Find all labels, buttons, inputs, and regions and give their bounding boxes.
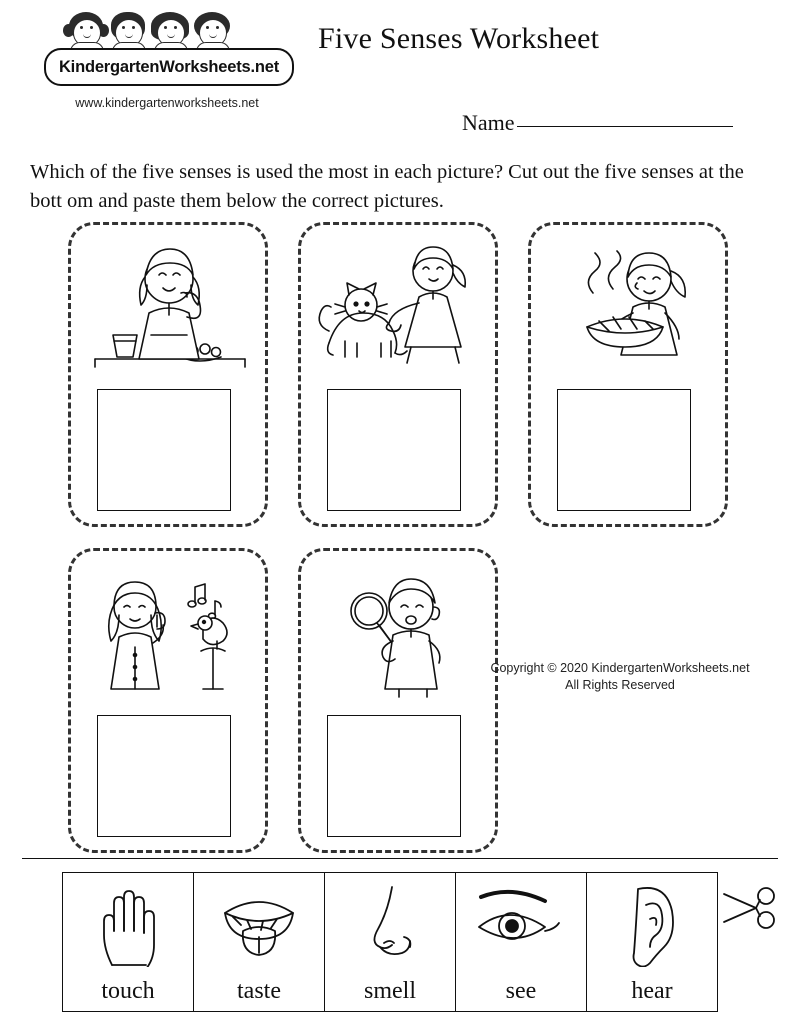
cutout-strip: [62, 872, 718, 1012]
eye-icon: [456, 881, 586, 967]
copyright-line-1: Copyright © 2020 KindergartenWorksheets.net: [490, 661, 750, 675]
picture-5-illustration: [307, 557, 493, 709]
page-header: [0, 0, 800, 150]
picture-card-5: [298, 548, 498, 853]
answer-box-4[interactable]: [97, 715, 231, 837]
cutout-hear-label: hear: [631, 978, 673, 1004]
site-logo[interactable]: [44, 8, 304, 110]
answer-box-2[interactable]: [327, 389, 461, 511]
cutout-touch-label: touch: [101, 978, 155, 1004]
logo-banner: [44, 48, 294, 86]
instructions-text: Which of the five senses is used the most in each picture? Cut out the five senses at the bott om and paste them below the correct pictures.: [30, 161, 744, 212]
name-label: Name: [462, 110, 515, 135]
cut-line: [22, 858, 778, 859]
picture-2-illustration: [307, 231, 493, 383]
name-input-line[interactable]: [517, 125, 733, 127]
answer-box-1[interactable]: [97, 389, 231, 511]
cutout-see[interactable]: [456, 873, 587, 1011]
nose-icon: [325, 881, 455, 967]
mouth-tongue-icon: [194, 881, 324, 967]
picture-1-illustration: [77, 231, 263, 383]
copyright-line-2: All Rights Reserved: [565, 678, 675, 692]
picture-card-1: [68, 222, 268, 527]
picture-card-2: [298, 222, 498, 527]
cutout-hear[interactable]: [587, 873, 717, 1011]
answer-box-3[interactable]: [557, 389, 691, 511]
cutout-smell-label: smell: [364, 978, 416, 1004]
picture-4-illustration: [77, 557, 263, 709]
cutout-see-label: see: [505, 978, 537, 1004]
cutout-touch[interactable]: [63, 873, 194, 1011]
name-field: [462, 110, 733, 136]
answer-box-5[interactable]: [327, 715, 461, 837]
cutout-taste[interactable]: [194, 873, 325, 1011]
page-title: Five Senses Worksheet: [318, 22, 600, 55]
picture-card-3: [528, 222, 728, 527]
picture-card-4: [68, 548, 268, 853]
cutout-taste-label: taste: [237, 978, 281, 1004]
picture-3-illustration: [537, 231, 723, 383]
cutout-smell[interactable]: [325, 873, 456, 1011]
ear-icon: [587, 881, 717, 967]
scissors-icon: [722, 884, 782, 932]
copyright-notice: [470, 660, 770, 694]
site-url: www.kindergartenworksheets.net: [75, 96, 259, 110]
hand-icon: [63, 881, 193, 967]
logo-banner-text: KindergartenWorksheets.net: [58, 57, 280, 76]
